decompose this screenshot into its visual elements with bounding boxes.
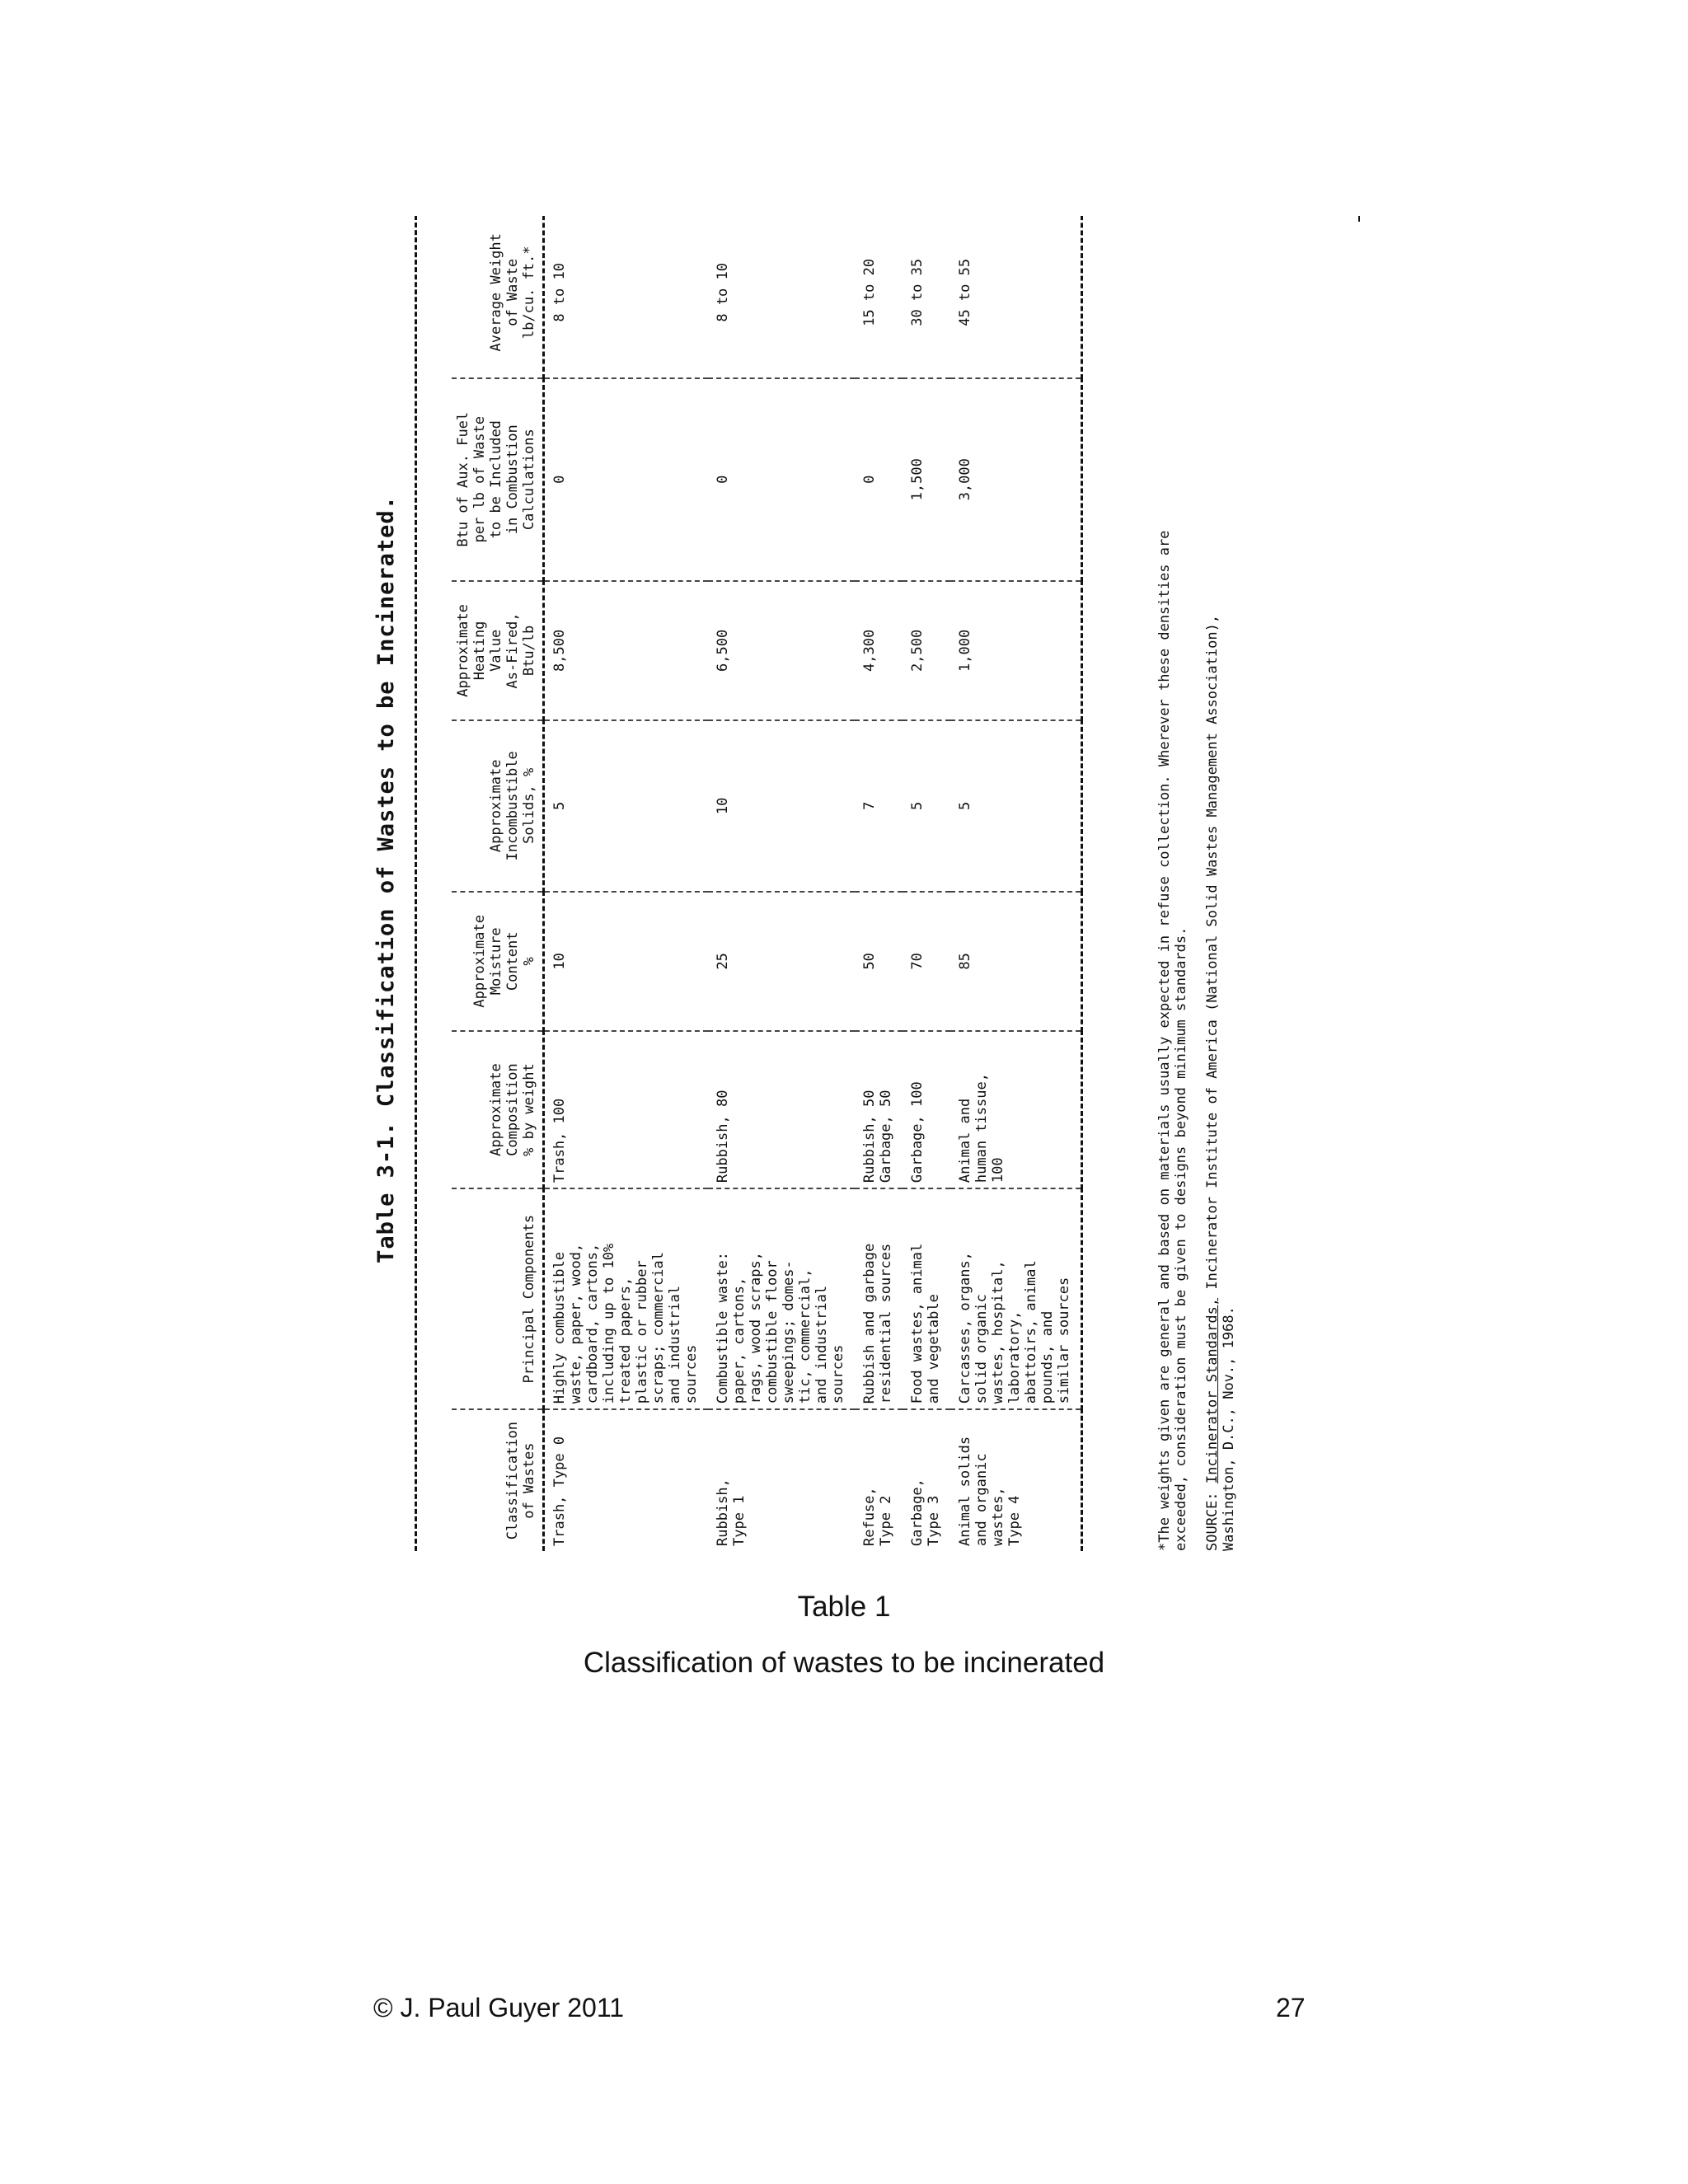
cell-composition: Animal and human tissue, 100: [950, 1031, 1082, 1188]
header-components: Principal Components: [452, 1188, 544, 1409]
cell-heating-value: 2,500: [903, 581, 950, 720]
cell-heating-value: 8,500: [544, 581, 709, 720]
cell-classification: Trash, Type 0: [551, 1436, 568, 1546]
rotated-table: [365, 216, 1354, 1551]
cell-classification: Garbage, Type 3: [909, 1479, 942, 1546]
cell-aux-fuel: 0: [708, 378, 855, 581]
cell-classification: Rubbish, Type 1: [715, 1479, 748, 1546]
cell-aux-fuel: 3,000: [950, 378, 1082, 581]
scanned-table-image: [353, 216, 1358, 1568]
cell-composition: Rubbish, 50 Garbage, 50: [855, 1031, 903, 1188]
table-row: [903, 216, 950, 1551]
cell-avg-weight: 15 to 20: [855, 216, 903, 378]
waste-classification-table: [452, 216, 1083, 1551]
cell-components: Carcasses, organs, solid organic wastes, hospital, laboratory, abattoirs, animal pounds, and similar sources: [950, 1188, 1082, 1409]
cell-heating-value: 1,000: [950, 581, 1082, 720]
table-footnotes: [1156, 216, 1252, 1551]
cell-components: Combustible waste: paper, cartons, rags, wood scraps, combustible floor sweepings; domes- tic, commercial, and industrial sources: [708, 1188, 855, 1409]
cell-components: Rubbish and garbage residential sources: [855, 1188, 903, 1409]
cell-components: Highly combustible waste, paper, wood, cardboard, cartons, including up to 10% treated papers, plastic or rubber scraps; commercial and industrial sources: [544, 1188, 709, 1409]
density-footnote: *The weights given are general and based on materials usually expected in refuse collection. Wherever these densities are exceeded, consideration must be given to designs beyond minimum standards.: [1156, 530, 1189, 1551]
table-title: Table 3-1. Classification of Wastes to be Incinerated.: [373, 495, 399, 1263]
header-moisture: Approximate Moisture Content %: [452, 892, 544, 1031]
title-dash-rule: [415, 216, 417, 1551]
table-header-row: [452, 216, 544, 1551]
cell-classification: Refuse, Type 2: [861, 1487, 894, 1546]
header-heating-value: Approximate Heating Value As-Fired, Btu/lb: [452, 581, 544, 720]
cell-components: Food wastes, animal and vegetable: [903, 1188, 950, 1409]
cell-incombustible: 5: [903, 720, 950, 892]
cell-classification: Animal solids and organic wastes, Type 4: [957, 1436, 1023, 1546]
cell-incombustible: 5: [950, 720, 1082, 892]
source-title: Incinerator Standards,: [1204, 1297, 1221, 1484]
table-row: [708, 216, 855, 1551]
table-row: [855, 216, 903, 1551]
table-row: [544, 216, 709, 1551]
cell-avg-weight: 30 to 35: [903, 216, 950, 378]
cell-incombustible: 7: [855, 720, 903, 892]
cell-moisture: 25: [708, 892, 855, 1031]
header-incombustible: Approximate Incombustible Solids, %: [452, 720, 544, 892]
source-prefix: SOURCE:: [1204, 1492, 1221, 1551]
cell-moisture: 70: [903, 892, 950, 1031]
cell-composition: Trash, 100: [544, 1031, 709, 1188]
cell-aux-fuel: 0: [855, 378, 903, 581]
cell-avg-weight: 45 to 55: [950, 216, 1082, 378]
header-aux-fuel: Btu of Aux. Fuel per lb of Waste to be Included in Combustion Calculations: [452, 378, 544, 581]
page-number: 27: [1276, 1993, 1306, 2022]
cell-heating-value: 4,300: [855, 581, 903, 720]
caption-table-description: Classification of wastes to be incinerated: [583, 1647, 1105, 1679]
caption-table-number: Table 1: [797, 1591, 891, 1623]
cell-aux-fuel: 1,500: [903, 378, 950, 581]
cell-moisture: 85: [950, 892, 1082, 1031]
source-citation: [1204, 216, 1237, 1551]
source-details: Incinerator Institute of America (National Solid Wastes Management Association), Washington, D.C., Nov., 1968.: [1204, 614, 1237, 1551]
table-row: [950, 216, 1082, 1551]
cell-moisture: 50: [855, 892, 903, 1031]
header-classification: Classification of Wastes: [504, 1421, 537, 1540]
copyright-notice: © J. Paul Guyer 2011: [373, 1993, 625, 2022]
cell-avg-weight: 8 to 10: [708, 216, 855, 378]
cell-incombustible: 10: [708, 720, 855, 892]
cell-composition: Garbage, 100: [903, 1031, 950, 1188]
header-composition: Approximate Composition % by weight: [452, 1031, 544, 1188]
cell-avg-weight: 8 to 10: [544, 216, 709, 378]
cell-aux-fuel: 0: [544, 378, 709, 581]
cell-heating-value: 6,500: [708, 581, 855, 720]
cell-moisture: 10: [544, 892, 709, 1031]
cell-incombustible: 5: [544, 720, 709, 892]
header-avg-weight: Average Weight of Waste lb/cu. ft.*: [452, 216, 544, 378]
cell-composition: Rubbish, 80: [708, 1031, 855, 1188]
